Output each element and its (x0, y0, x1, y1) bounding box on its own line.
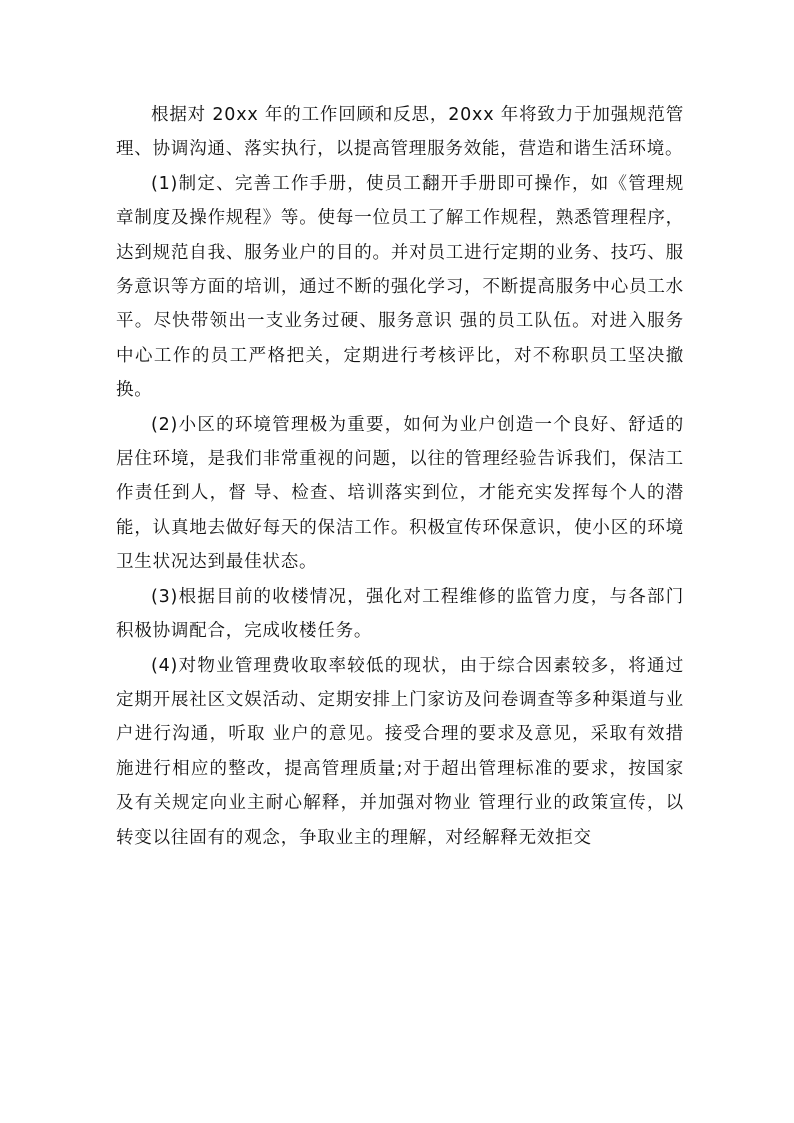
item-1-paragraph: (1)制定、完善工作手册，使员工翻开手册即可操作，如《管理规章制度及操作规程》等。使每一位员工了解工作规程，熟悉管理程序，达到规范自我、服务业户的目的。并对员工进行定期的业务、技巧、服务意识等方面的培训，通过不断的强化学习，不断提高服务中心员工水平。尽快带领出一支业务过硬、服务意识 强的员工队伍。对进入服务中心工作的员工严格把关，定期进行考核评比，对不称职员工坚决撤换。 (116, 173, 684, 401)
item-3-paragraph: (3)根据目前的收楼情况，强化对工程维修的监管力度，与各部门积极协调配合，完成收楼任务。 (116, 586, 684, 642)
item-2-paragraph: (2)小区的环境管理极为重要，如何为业户创造一个良好、舒适的居住环境，是我们非常重视的问题，以往的管理经验告诉我们，保洁工作责任到人，督 导、检查、培训落实到位，才能充实发挥每个人的潜能，认真地去做好每天的保洁工作。积极宣传环保意识，使小区的环境卫生状况达到最佳状态。 (116, 414, 684, 573)
item-4-paragraph: (4)对物业管理费收取率较低的现状，由于综合因素较多，将通过定期开展社区文娱活动、定期安排上门家访及问卷调查等多种渠道与业户进行沟通，听取 业户的意见。接受合理的要求及意见，采取有效措施进行相应的整改，提高管理质量;对于超出管理标准的要求，按国家及有关规定向业主耐心解释，并加强对物业 管理行业的政策宣传，以转变以往固有的观念，争取业主的理解，对经解释无效拒交 (116, 655, 684, 848)
intro-paragraph: 根据对 20xx 年的工作回顾和反思，20xx 年将致力于加强规范管理、协调沟通、落实执行，以提高管理服务效能，营造和谐生活环境。 (116, 105, 684, 160)
